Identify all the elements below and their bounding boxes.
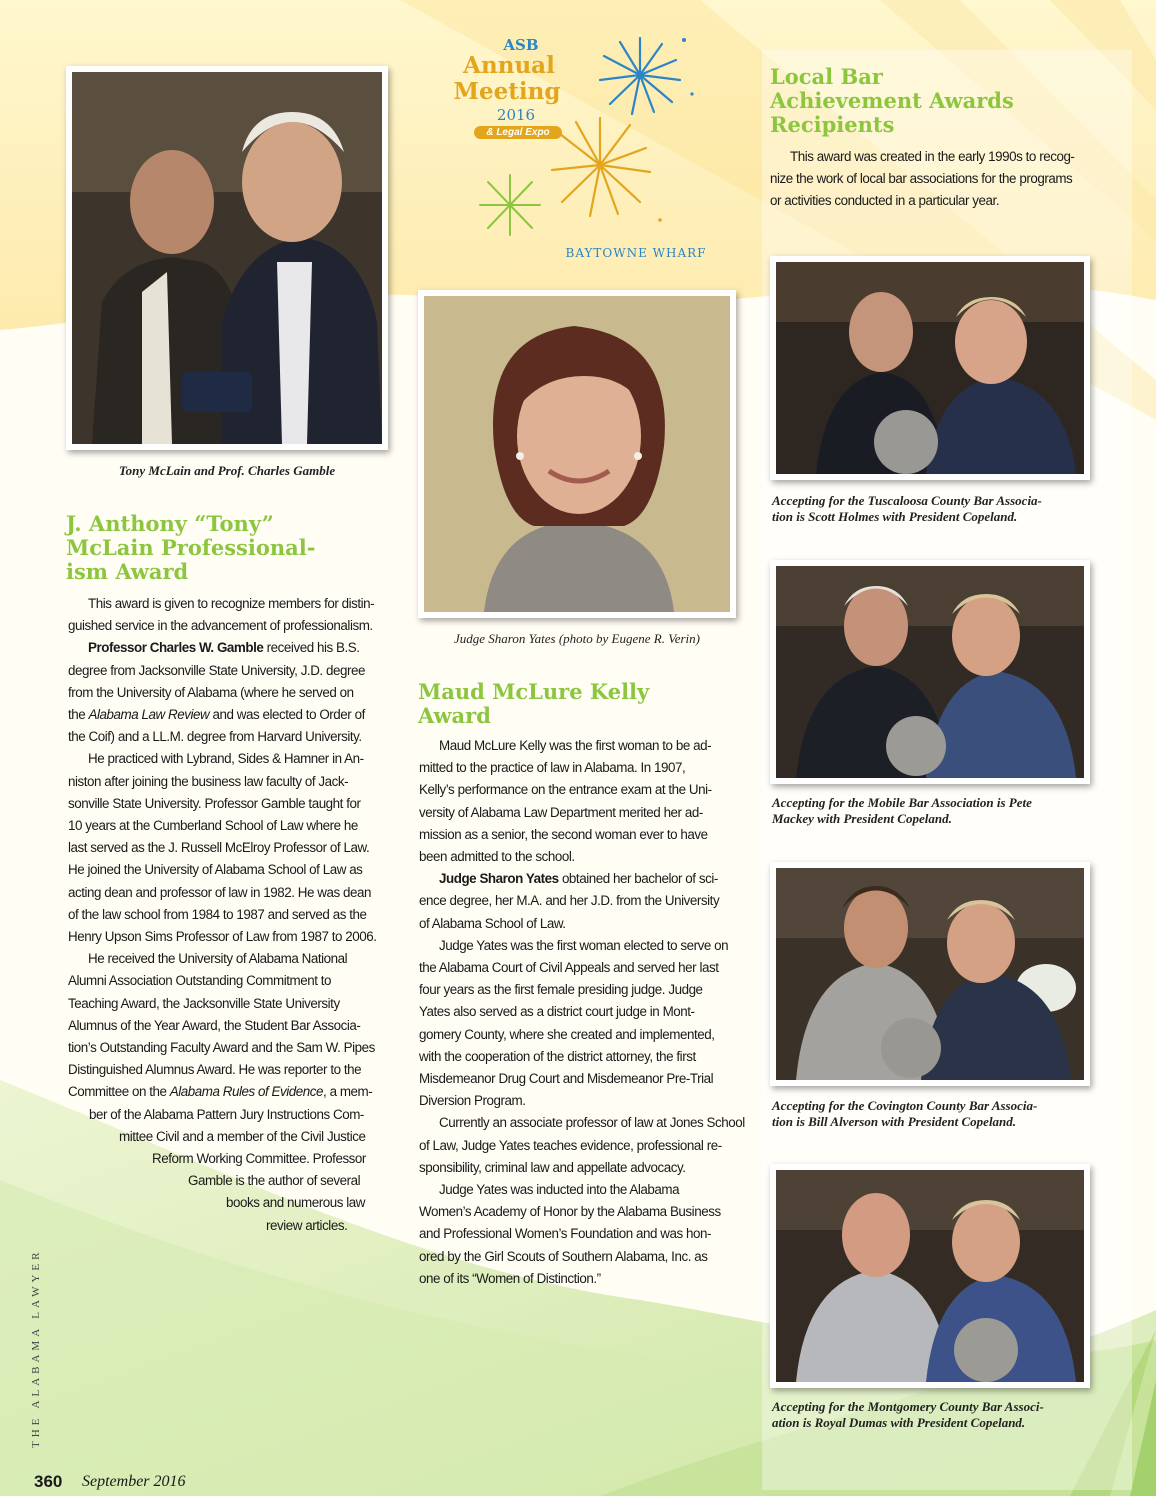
logo-asb: ASB xyxy=(503,36,539,54)
heading-local-bar-line-3: Recipients xyxy=(770,112,895,137)
kelly-line: one of its “Women of Distinction.” xyxy=(419,1270,601,1286)
kelly-line: been admitted to the school. xyxy=(419,849,575,865)
kelly-line: Currently an associate professor of law at Jones School xyxy=(439,1115,745,1131)
mclain-line: Alumni Association Outstanding Commitment to xyxy=(68,973,332,989)
kelly-line: Judge Yates was the first woman elected to serve on xyxy=(439,937,729,953)
photo-mclain-gamble xyxy=(66,66,388,450)
kelly-line: with the cooperation of the district attorney, the first xyxy=(419,1048,696,1064)
kelly-line: versity of Alabama Law Department merited her ad- xyxy=(419,804,703,820)
kelly-line: the Alabama Court of Civil Appeals and served her last xyxy=(419,960,719,976)
mclain-line: Alumnus of the Year Award, the Student Bar Associa- xyxy=(68,1017,361,1033)
caption-covington xyxy=(772,1098,1102,1130)
kelly-line: ence degree, her M.A. and her J.D. from the University xyxy=(419,893,720,909)
kelly-line: Misdemeanor Drug Court and Misdemeanor Pre-Trial xyxy=(419,1071,714,1087)
photo-mobile xyxy=(770,560,1090,784)
mclain-line: mittee Civil and a member of the Civil Justice xyxy=(119,1128,366,1144)
local-bar-line: This award was created in the early 1990s to recog- xyxy=(790,149,1075,164)
mclain-line: of the law school from 1984 to 1987 and served as the xyxy=(68,906,367,922)
page-number: 360 xyxy=(34,1472,63,1491)
mclain-line: degree from Jacksonville State University, J.D. degree xyxy=(68,662,365,678)
kelly-line: mission as a senior, the second woman ever to have xyxy=(419,826,708,842)
local-bar-line: nize the work of local bar associations for the programs xyxy=(770,171,1073,187)
heading-mclain-line-1: J. Anthony “Tony” xyxy=(66,511,274,536)
mclain-line: 10 years at the Cumberland School of Law where he xyxy=(68,818,358,834)
mclain-line: Distinguished Alumnus Award. He was reporter to the xyxy=(68,1062,362,1078)
kelly-line: and Professional Women’s Foundation and was hon- xyxy=(419,1226,712,1242)
mclain-line: He received the University of Alabama National xyxy=(88,951,348,967)
mclain-line: This award is given to recognize members for distin- xyxy=(88,596,375,611)
mclain-line: acting dean and professor of law in 1982. He was dean xyxy=(68,884,371,900)
mclain-line: review articles. xyxy=(266,1217,348,1233)
issue-date: September 2016 xyxy=(82,1473,186,1490)
logo-location: BAYTOWNE WHARF xyxy=(565,246,707,260)
caption-tuscaloosa xyxy=(772,493,1102,525)
caption-montgomery-line-2: ation is Royal Dumas with President Copeland. xyxy=(772,1415,1026,1430)
kelly-line: Kelly’s performance on the entrance exam at the Uni- xyxy=(419,782,712,798)
photo-montgomery-image xyxy=(776,1170,1084,1382)
mclain-line: He joined the University of Alabama School of Law as xyxy=(68,862,363,878)
kelly-line: ored by the Girl Scouts of Southern Alabama, Inc. as xyxy=(419,1248,708,1264)
kelly-line: Yates also served as a district court judge in Mont- xyxy=(419,1004,695,1020)
local-bar-line: or activities conducted in a particular year. xyxy=(770,193,1000,209)
kelly-award-body xyxy=(419,735,745,1290)
heading-mclain-award xyxy=(66,512,396,584)
mclain-line: Henry Upson Sims Professor of Law from 1987 to 2006. xyxy=(68,929,377,945)
kelly-line: of Alabama School of Law. xyxy=(419,915,566,931)
caption-sharon-yates: Judge Sharon Yates (photo by Eugene R. Verin) xyxy=(454,631,700,646)
photo-sharon-yates xyxy=(418,290,736,618)
logo-year: 2016 xyxy=(496,106,536,124)
heading-kelly-line-2: Award xyxy=(418,703,491,728)
photo-tuscaloosa xyxy=(770,256,1090,480)
local-bar-intro xyxy=(770,146,1100,213)
logo-expo: & Legal Expo xyxy=(474,126,562,139)
photo-mclain-gamble-image xyxy=(72,72,382,444)
mclain-line: He practiced with Lybrand, Sides & Hamner in An- xyxy=(88,751,364,767)
kelly-line-name xyxy=(419,868,739,890)
mclain-line: Gamble is the author of several xyxy=(188,1173,361,1189)
law-review-title: Alabama Law Review xyxy=(88,707,210,723)
caption-mobile-line-2: Mackey with President Copeland. xyxy=(772,811,952,826)
caption-covington-line-1: Accepting for the Covington County Bar Associa- xyxy=(772,1098,1038,1113)
kelly-line: four years as the first female presiding judge. Judge xyxy=(419,982,703,998)
heading-kelly-line-1: Maud McLure Kelly xyxy=(418,679,650,704)
mclain-award-body xyxy=(68,593,388,1237)
mclain-line-text: , a mem- xyxy=(323,1084,373,1100)
mclain-line-name xyxy=(68,637,388,659)
kelly-line: gomery County, where she created and implemented, xyxy=(419,1026,715,1042)
rules-of-evidence-title: Alabama Rules of Evidence xyxy=(169,1084,324,1100)
mclain-line-rules xyxy=(68,1081,388,1103)
caption-covington-line-2: tion is Bill Alverson with President Copeland. xyxy=(772,1114,1017,1129)
heading-mclain-line-2: McLain Professional- xyxy=(66,535,316,560)
gamble-name: Professor Charles W. Gamble xyxy=(88,640,264,656)
caption-montgomery-line-1: Accepting for the Montgomery County Bar Associ- xyxy=(772,1399,1044,1414)
caption-mobile xyxy=(772,795,1102,827)
mclain-line: niston after joining the business law faculty of Jack- xyxy=(68,773,349,789)
mclain-line-text: received his B.S. xyxy=(266,640,360,656)
photo-montgomery xyxy=(770,1164,1090,1388)
photo-covington xyxy=(770,862,1090,1086)
kelly-line: Women’s Academy of Honor by the Alabama Business xyxy=(419,1204,721,1220)
caption-mobile-line-1: Accepting for the Mobile Bar Association is Pete xyxy=(772,795,1032,810)
kelly-line: mitted to the practice of law in Alabama. In 1907, xyxy=(419,760,686,776)
annual-meeting-logo xyxy=(440,30,720,270)
photo-mobile-image xyxy=(776,566,1084,778)
mclain-line-text: Committee on the xyxy=(68,1084,167,1100)
mclain-line: sonville State University. Professor Gamble taught for xyxy=(68,795,361,811)
kelly-line: Diversion Program. xyxy=(419,1093,526,1109)
kelly-line-text: obtained her bachelor of sci- xyxy=(561,871,718,887)
caption-mclain-gamble: Tony McLain and Prof. Charles Gamble xyxy=(118,463,336,478)
kelly-line: of Law, Judge Yates teaches evidence, professional re- xyxy=(419,1137,722,1153)
heading-local-bar xyxy=(770,65,1110,137)
caption-montgomery xyxy=(772,1399,1102,1431)
heading-kelly-award xyxy=(418,680,748,728)
heading-mclain-line-3: ism Award xyxy=(66,559,189,584)
mclain-line: the Coif) and a LL.M. degree from Harvard University. xyxy=(68,729,362,745)
mclain-line: from the University of Alabama (where he served on xyxy=(68,684,354,700)
magazine-side-label: THE ALABAMA LAWYER xyxy=(30,1248,42,1448)
kelly-line: Maud McLure Kelly was the first woman to be ad- xyxy=(439,738,712,753)
logo-meeting: Meeting xyxy=(453,78,561,105)
logo-annual: Annual xyxy=(463,52,555,79)
mclain-line: guished service in the advancement of professionalism. xyxy=(68,618,373,634)
kelly-line: sponsibility, criminal law and appellate advocacy. xyxy=(419,1159,686,1175)
mclain-line-text: and was elected to Order of xyxy=(212,707,365,723)
photo-tuscaloosa-image xyxy=(776,262,1084,474)
heading-local-bar-line-2: Achievement Awards xyxy=(770,88,1014,113)
caption-tuscaloosa-line-2: tion is Scott Holmes with President Copeland. xyxy=(772,509,1018,524)
law-review-prefix: the xyxy=(68,707,86,723)
mclain-line: ber of the Alabama Pattern Jury Instructions Com- xyxy=(89,1106,364,1122)
mclain-line: Teaching Award, the Jacksonville State University xyxy=(68,995,340,1011)
heading-local-bar-line-1: Local Bar xyxy=(770,64,883,89)
mclain-line: Reform Working Committee. Professor xyxy=(152,1151,366,1167)
mclain-line-law-review xyxy=(68,704,388,726)
yates-name: Judge Sharon Yates xyxy=(439,871,559,887)
mclain-line: books and numerous law xyxy=(226,1195,365,1211)
photo-sharon-yates-image xyxy=(424,296,730,612)
caption-tuscaloosa-line-1: Accepting for the Tuscaloosa County Bar Associa- xyxy=(772,493,1042,508)
mclain-line: tion’s Outstanding Faculty Award and the Sam W. Pipes xyxy=(68,1040,375,1056)
mclain-line: last served as the J. Russell McElroy Professor of Law. xyxy=(68,840,370,856)
photo-covington-image xyxy=(776,868,1084,1080)
kelly-line: Judge Yates was inducted into the Alabama xyxy=(439,1182,680,1198)
